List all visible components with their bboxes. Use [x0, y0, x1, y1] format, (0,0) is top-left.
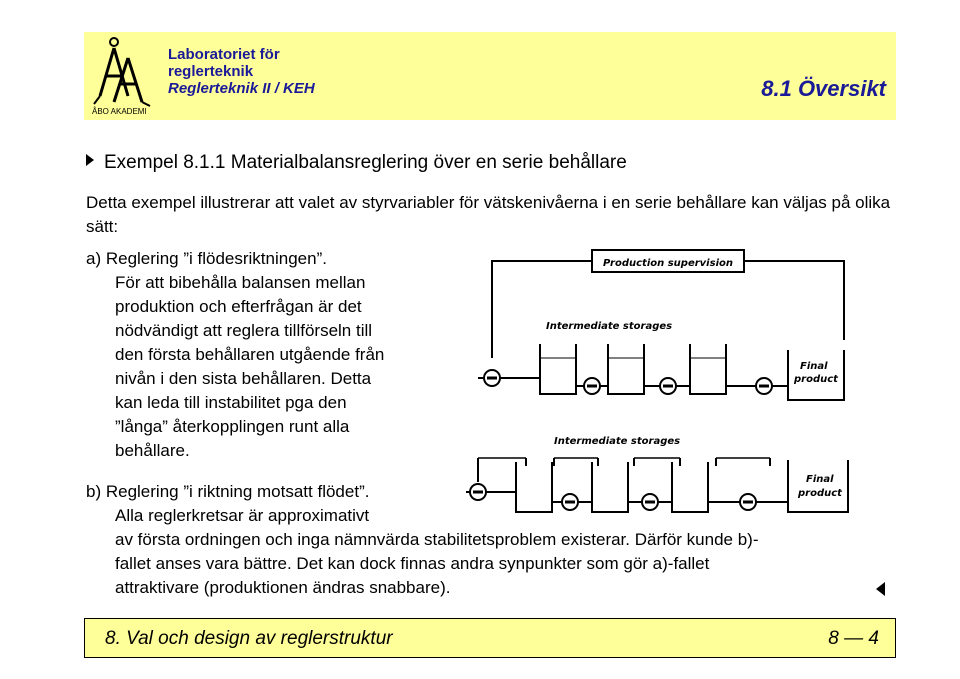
section-title: 8.1 Översikt [761, 76, 886, 101]
part-b-line: fallet anses vara bättre. Det kan dock finnas andra synpunkter som gör a)-fallet [115, 554, 710, 573]
diagram-b [458, 430, 896, 522]
header-band [84, 32, 896, 120]
supervision-left-line [492, 261, 592, 358]
tank-a-3 [690, 344, 726, 394]
part-b-line: av första ordningen och inga nämnvärda stabilitetsproblem existerar. Därför kunde b)- [115, 530, 759, 549]
storages-label-b: Intermediate storages [554, 436, 681, 447]
final-product-tank-b [788, 460, 848, 512]
bullet-triangle-icon [86, 154, 94, 166]
pump-a-2 [584, 378, 600, 394]
organization-name [168, 46, 315, 97]
tank-b-1 [516, 462, 552, 512]
pump-b-2 [562, 494, 578, 510]
part-a-line: ”långa” återkopplingen runt alla [115, 417, 350, 436]
course-name: Reglerteknik II / KEH [168, 80, 315, 97]
diagram-a [458, 236, 896, 412]
part-a-line: behållare. [115, 441, 190, 460]
intro-paragraph: Detta exempel illustrerar att valet av styrvariabler för vätskenivåerna i en serie behållare kan väljas på olika sätt: [86, 193, 891, 236]
abo-akademi-logo-icon [92, 36, 158, 116]
footer-page-number: 8 — 4 [828, 628, 879, 649]
final-product-b-line-1: Final [806, 474, 834, 485]
example-title [86, 152, 627, 174]
control-loops-b [478, 458, 770, 482]
tank-b-2 [592, 462, 628, 512]
final-product-a-line-2: product [794, 374, 838, 385]
part-a-line: den första behållaren utgående från [115, 345, 385, 364]
part-b-line: Alla reglerkretsar är approximativt [115, 506, 370, 525]
pump-b-1 [470, 484, 486, 500]
part-b-line: attraktivare (produktionen ändras snabbare). [115, 578, 451, 597]
production-supervision-label: Production supervision [603, 258, 733, 269]
tank-a-1 [540, 344, 576, 394]
tank-a-2 [608, 344, 644, 394]
part-a-label: a) Reglering ”i flödesriktningen”. [86, 249, 327, 268]
tank-b-3 [672, 462, 708, 512]
part-a-line: produktion och efterfrågan är det [115, 297, 362, 316]
footer-chapter-title: 8. Val och design av reglerstruktur [105, 628, 393, 649]
supervision-right-line [744, 261, 844, 340]
back-arrow-icon[interactable] [876, 582, 885, 596]
part-a-line: nödvändigt att reglera tillförseln till [115, 321, 373, 340]
org-line-2: reglerteknik [168, 63, 254, 80]
part-a-line: För att bibehålla balansen mellan [115, 273, 366, 292]
part-b-label: b) Reglering ”i riktning motsatt flödet”. [86, 482, 370, 501]
part-a-line: kan leda till instabilitet pga den [115, 393, 347, 412]
footer-band [84, 618, 896, 658]
pump-a-1 [484, 370, 500, 386]
org-line-1: Laboratoriet för [168, 46, 280, 63]
final-product-b-line-2: product [798, 488, 842, 499]
pump-b-4 [740, 494, 756, 510]
example-title-text: Exempel 8.1.1 Materialbalansreglering över en serie behållare [104, 152, 627, 173]
pump-b-3 [642, 494, 658, 510]
storages-label-a: Intermediate storages [546, 321, 673, 332]
pump-a-3 [660, 378, 676, 394]
flow-line-a [478, 378, 788, 386]
final-product-a-line-1: Final [800, 361, 828, 372]
pump-a-4 [756, 378, 772, 394]
part-a-line: nivån i den sista behållaren. Detta [115, 369, 372, 388]
part-a-body [115, 271, 384, 463]
svg-text:ÅBO AKADEMI: ÅBO AKADEMI [92, 107, 147, 116]
